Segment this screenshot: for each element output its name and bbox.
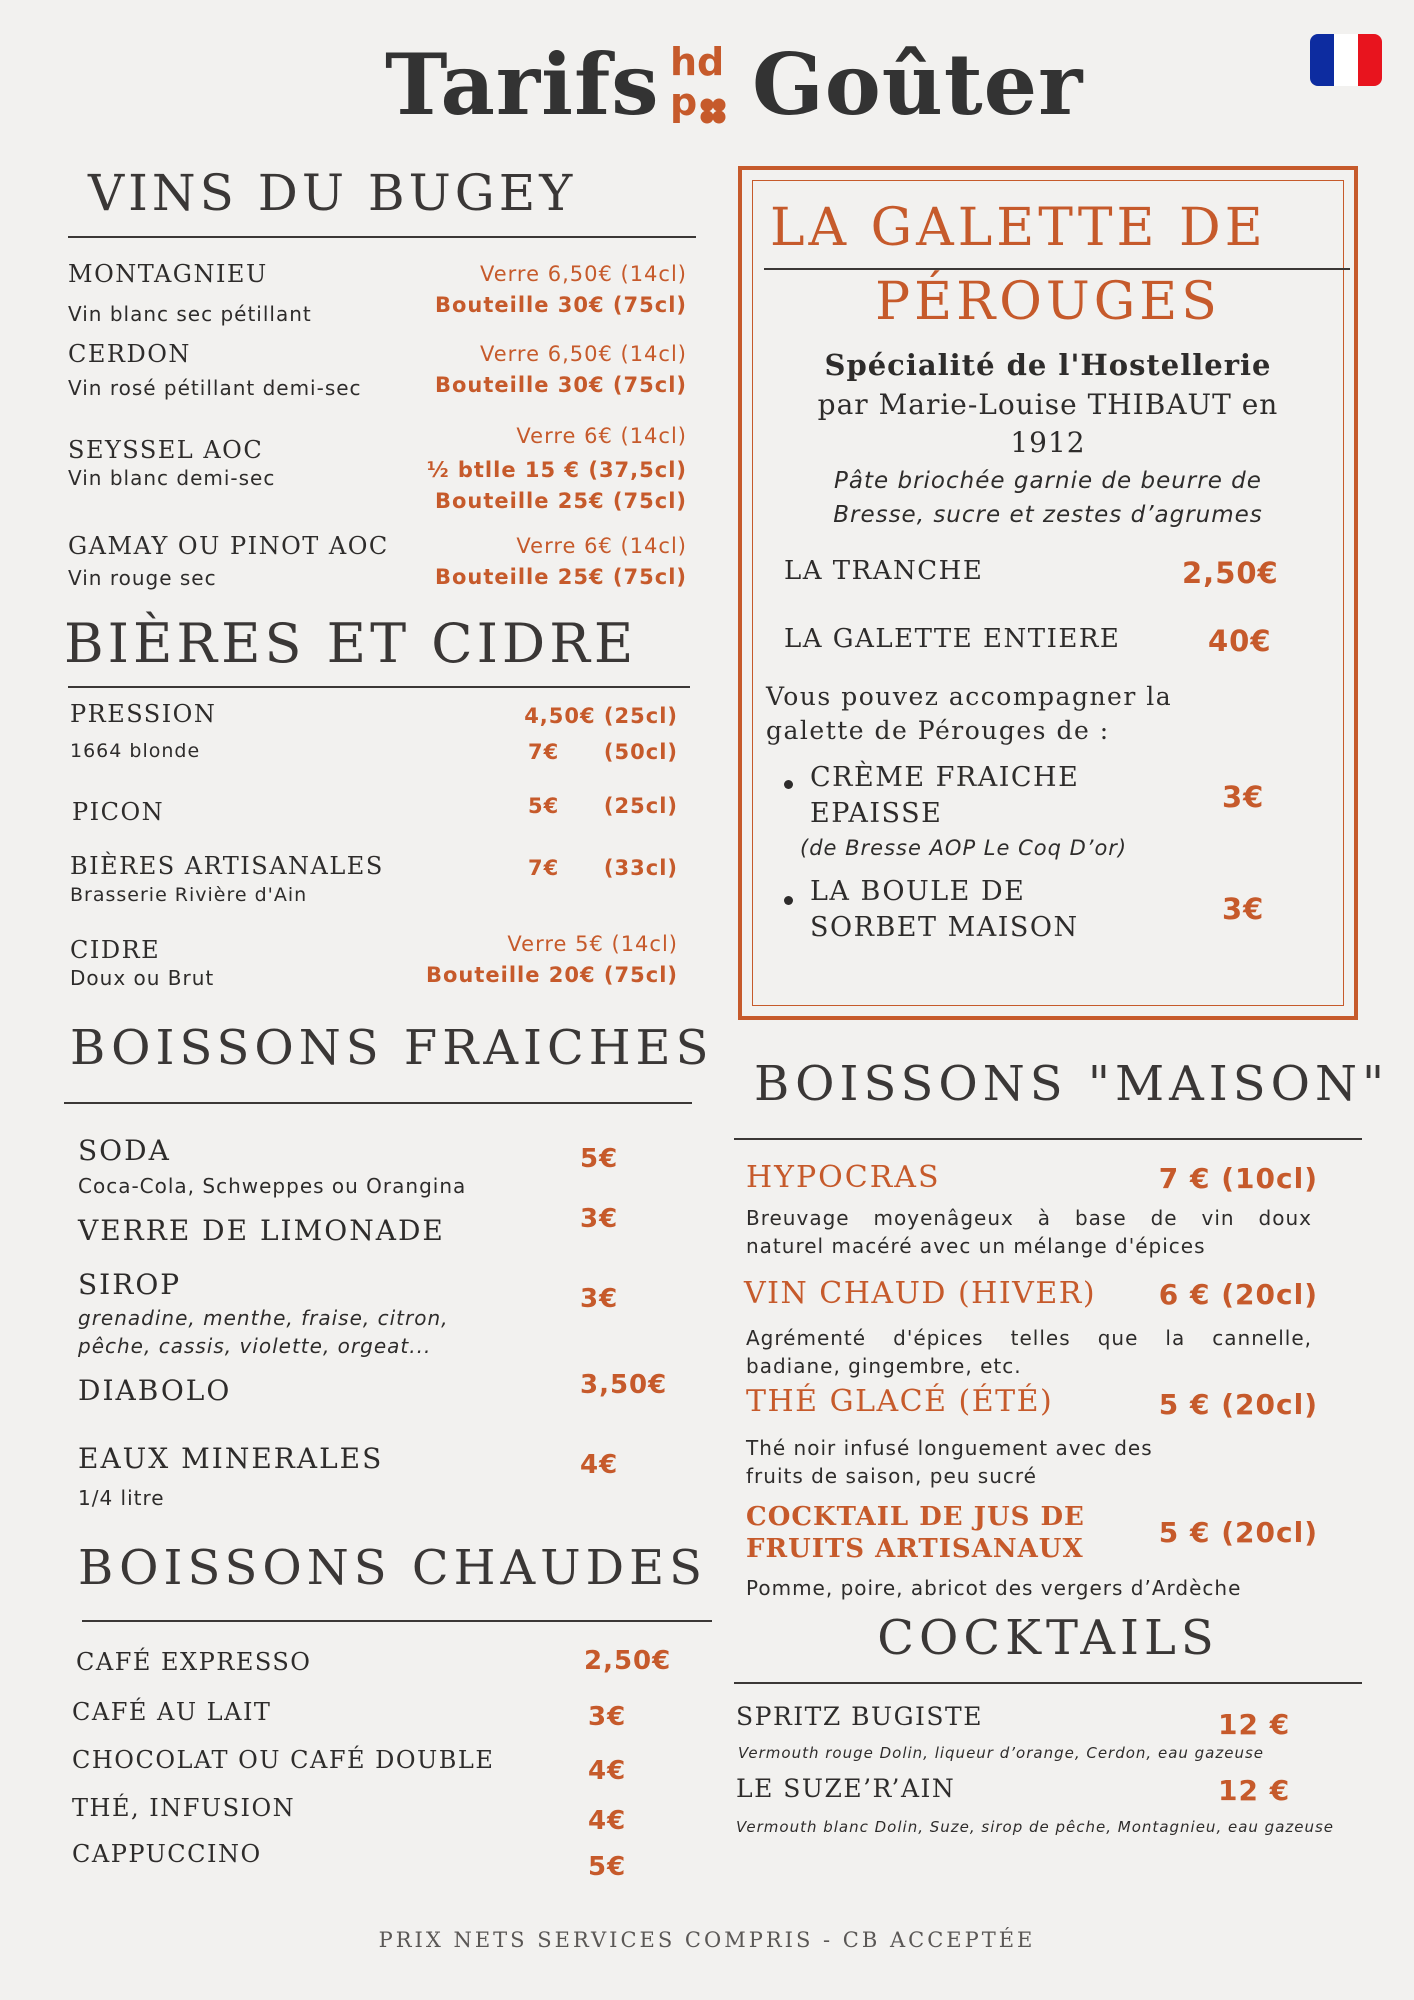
item-name: THÉ GLACÉ (ÉTÉ) [746, 1384, 1054, 1419]
clover-icon [698, 96, 728, 126]
galette-subtitle: Spécialité de l'Hostellerie [824, 348, 1272, 382]
galette-heading-line2: PÉROUGES [875, 272, 1221, 332]
item-desc: Vin rouge sec [68, 566, 217, 590]
item-desc: 1/4 litre [78, 1486, 165, 1510]
item-price: 5 € (20cl) [1158, 1516, 1318, 1549]
item-desc: Vermouth rouge Dolin, liqueur d’orange, Cerdon, eau gazeuse [738, 1744, 1265, 1762]
divider [734, 1138, 1362, 1140]
item-desc: Agrémenté d'épices telles que la cannelle, [746, 1326, 1312, 1350]
item-price: Bouteille 20€ (75cl) [425, 963, 678, 987]
item-name: MONTAGNIEU [68, 260, 268, 288]
item-price: 7€ [528, 740, 560, 764]
divider [68, 236, 696, 238]
item-desc: grenadine, menthe, fraise, citron, [78, 1306, 449, 1330]
item-desc: Brasserie Rivière d'Ain [70, 884, 308, 906]
item-name: SORBET MAISON [810, 912, 1079, 943]
item-name: BIÈRES ARTISANALES [70, 852, 384, 880]
item-desc: naturel macéré avec un mélange d'épices [746, 1234, 1206, 1258]
item-name: COCKTAIL DE JUS DE [746, 1502, 1085, 1532]
item-name: EAUX MINERALES [78, 1442, 384, 1475]
divider [82, 1620, 712, 1622]
item-desc: Coca-Cola, Schweppes ou Orangina [78, 1174, 467, 1198]
item-name: CAFÉ AU LAIT [72, 1698, 272, 1726]
page-title-left: Tarifs [385, 35, 660, 134]
item-name: SPRITZ BUGISTE [736, 1702, 983, 1731]
divider [68, 686, 690, 688]
item-price: 12 € [1218, 1708, 1291, 1741]
item-price: 3,50€ [580, 1370, 668, 1400]
bullet-icon [784, 896, 793, 905]
item-name: SODA [78, 1134, 171, 1167]
item-price: Bouteille 30€ (75cl) [434, 373, 687, 397]
item-price: 40€ [1208, 624, 1272, 658]
item-price: 4,50€ (25cl) [524, 704, 678, 728]
item-name: EPAISSE [810, 798, 943, 829]
item-price: 5€ [528, 794, 560, 818]
item-price: ½ btlle 15 € (37,5cl) [426, 458, 687, 482]
item-name: VIN CHAUD (HIVER) [744, 1276, 1097, 1311]
item-price: (33cl) [603, 856, 678, 880]
galette-desc: Bresse, sucre et zestes d’agrumes [833, 502, 1263, 528]
item-desc: Vermouth blanc Dolin, Suze, sirop de pêche, Montagnieu, eau gazeuse [736, 1818, 1335, 1836]
item-price: 3€ [1222, 780, 1265, 814]
item-price: Bouteille 25€ (75cl) [434, 565, 687, 589]
section-heading-bieres: BIÈRES ET CIDRE [64, 612, 638, 675]
galette-author: par Marie-Louise THIBAUT en [817, 388, 1279, 421]
item-price: 3€ [580, 1284, 619, 1314]
logo-text-bottom: p [670, 80, 698, 124]
item-desc: Doux ou Brut [70, 966, 215, 990]
logo-text-top: hd [670, 40, 725, 84]
item-price: 7 € (10cl) [1158, 1162, 1318, 1195]
item-price: 2,50€ [584, 1646, 672, 1676]
item-name: CAPPUCCINO [72, 1840, 262, 1868]
item-price: Bouteille 25€ (75cl) [434, 489, 687, 513]
item-name: THÉ, INFUSION [72, 1794, 296, 1822]
galette-accompany-text: Vous pouvez accompagner la [766, 682, 1173, 711]
item-price: 3€ [580, 1204, 619, 1234]
item-name: DIABOLO [78, 1374, 232, 1407]
item-price: 3€ [1222, 892, 1265, 926]
section-heading-cocktails: COCKTAILS [877, 1610, 1219, 1666]
divider [64, 1102, 692, 1104]
item-name: CAFÉ EXPRESSO [76, 1648, 312, 1676]
footer-note: PRIX NETS SERVICES COMPRIS - CB ACCEPTÉE [378, 1928, 1036, 1952]
item-price: 4€ [588, 1806, 627, 1836]
item-price: Verre 6,50€ (14cl) [480, 262, 687, 286]
galette-accompany-text: galette de Pérouges de : [766, 716, 1110, 745]
section-heading-fraiches: BOISSONS FRAICHES [70, 1020, 714, 1076]
item-name: GAMAY OU PINOT AOC [68, 532, 389, 560]
page-title-right: Goûter [752, 35, 1084, 134]
item-price: 5€ [588, 1852, 627, 1882]
item-name: LA GALETTE ENTIERE [784, 624, 1121, 654]
item-name: SIROP [78, 1268, 182, 1301]
item-desc: fruits de saison, peu sucré [746, 1464, 1037, 1488]
item-name: CERDON [68, 340, 191, 368]
item-desc: Vin blanc sec pétillant [68, 302, 312, 326]
item-desc: Thé noir infusé longuement avec des [746, 1436, 1153, 1460]
item-name: LE SUZE’R’AIN [736, 1774, 956, 1803]
item-name: LA BOULE DE [810, 876, 1026, 907]
item-desc: badiane, gingembre, etc. [746, 1354, 1022, 1378]
item-desc: Pomme, poire, abricot des vergers d’Ardèche [746, 1576, 1242, 1600]
item-price: 12 € [1218, 1774, 1291, 1807]
item-desc: (de Bresse AOP Le Coq D’or) [800, 836, 1128, 860]
item-name: CIDRE [70, 936, 161, 964]
item-desc: 1664 blonde [70, 740, 201, 762]
item-price: (50cl) [603, 740, 678, 764]
item-name: CRÈME FRAICHE [810, 762, 1080, 793]
divider [764, 268, 1350, 270]
galette-heading-line1: LA GALETTE DE [770, 198, 1267, 258]
item-price: Verre 5€ (14cl) [507, 932, 678, 956]
item-name: CHOCOLAT OU CAFÉ DOUBLE [72, 1746, 495, 1774]
item-price: 2,50€ [1182, 556, 1279, 590]
item-desc: Breuvage moyenâgeux à base de vin doux [746, 1206, 1312, 1230]
item-price: 5€ [580, 1144, 619, 1174]
item-desc: Vin blanc demi-sec [68, 466, 276, 490]
item-name: PICON [72, 798, 165, 826]
item-name: FRUITS ARTISANAUX [746, 1534, 1084, 1564]
section-heading-chaudes: BOISSONS CHAUDES [78, 1540, 707, 1596]
item-price: 4€ [588, 1756, 627, 1786]
item-price: 3€ [588, 1702, 627, 1732]
item-desc: Vin rosé pétillant demi-sec [68, 376, 362, 400]
item-price: Verre 6€ (14cl) [516, 534, 687, 558]
item-price: 7€ [528, 856, 560, 880]
divider [734, 1682, 1362, 1684]
item-price: Bouteille 30€ (75cl) [434, 293, 687, 317]
section-heading-maison: BOISSONS "MAISON" [754, 1056, 1390, 1112]
item-name: PRESSION [70, 700, 217, 728]
logo [668, 40, 734, 132]
item-price: 4€ [580, 1450, 619, 1480]
item-price: (25cl) [603, 794, 678, 818]
item-price: Verre 6€ (14cl) [516, 424, 687, 448]
item-desc: pêche, cassis, violette, orgeat... [78, 1334, 432, 1358]
item-price: 6 € (20cl) [1158, 1278, 1318, 1311]
galette-author-year: 1912 [1010, 426, 1086, 459]
item-price: 5 € (20cl) [1158, 1388, 1318, 1421]
item-name: SEYSSEL AOC [68, 436, 264, 464]
french-flag-icon[interactable] [1310, 34, 1382, 86]
bullet-icon [784, 780, 793, 789]
section-heading-vins: VINS DU BUGEY [88, 164, 577, 222]
item-name: LA TRANCHE [784, 556, 984, 586]
item-name: HYPOCRAS [746, 1160, 941, 1195]
item-name: VERRE DE LIMONADE [78, 1214, 445, 1247]
item-price: Verre 6,50€ (14cl) [480, 342, 687, 366]
galette-desc: Pâte briochée garnie de beurre de [834, 468, 1262, 494]
